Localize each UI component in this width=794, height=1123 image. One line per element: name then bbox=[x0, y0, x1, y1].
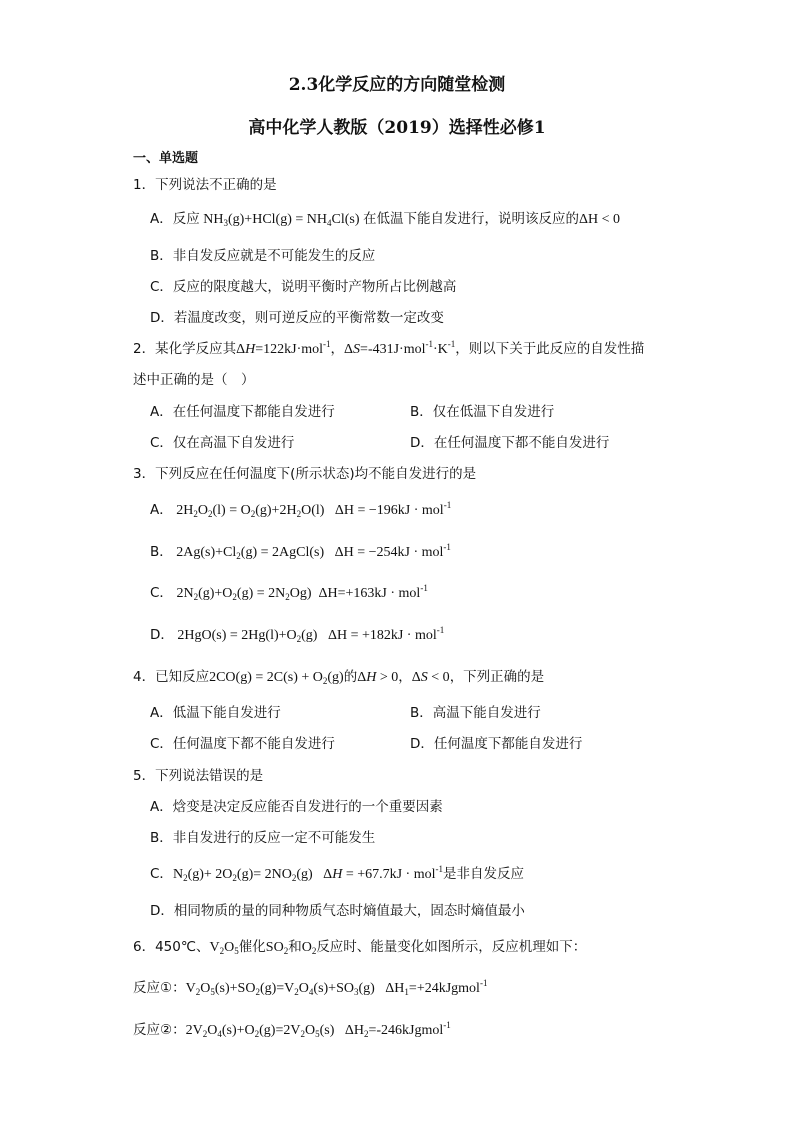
reaction-2: 反应②：$2V_2O_4(s)+O_2(g)=2V_2O_5(s)$ $\Delta H_2=-246kJgmol^{-1}$ bbox=[133, 1020, 451, 1039]
question-3-option-d: D． $2HgO(s) = 2Hg(l)+O_2(g) \Delta H = +182kJ \cdot mol^{-1}$ bbox=[150, 625, 445, 644]
question-3-option-b: B． $2Ag(s)+Cl_2(g)$ = 2AgCl(s) ΔH = −254kJ · mol$^{-1}$ bbox=[150, 542, 451, 561]
question-2-option-a: A．在任何温度下都能自发进行 bbox=[150, 404, 335, 420]
question-4-option-d: D．任何温度下都能自发进行 bbox=[410, 736, 583, 752]
question-3-stem: 3．下列反应在任何温度下(所示状态)均不能自发进行的是 bbox=[133, 466, 477, 482]
document-title: 2.3化学反应的方向随堂检测 bbox=[288, 75, 506, 95]
question-4-option-c: C．任何温度下都不能自发进行 bbox=[150, 736, 335, 752]
question-1-option-b: B．非自发反应就是不可能发生的反应 bbox=[150, 248, 376, 264]
question-5-option-c: C．$N_2(g)+ 2O_2(g)= 2NO_2(g) \Delta H = +67.7kJ \cdot mol^{-1}$是非自发反应 bbox=[150, 864, 524, 883]
question-5-option-b: B．非自发进行的反应一定不可能发生 bbox=[150, 830, 376, 846]
question-5-option-a: A．焓变是决定反应能否自发进行的一个重要因素 bbox=[150, 799, 443, 815]
reaction-1: 反应①：$V_2O_5(s)+SO_2(g)=V_2O_4(s)+SO_3(g)$ $\Delta H_1=+24kJgmol^{-1}$ bbox=[133, 978, 488, 997]
question-5-stem: 5．下列说法错误的是 bbox=[133, 768, 264, 784]
reaction-equation: $NH_3(g)+HCl(g) = NH_4Cl(s)$ bbox=[199, 212, 363, 228]
question-1-option-c: C．反应的限度越大，说明平衡时产物所占比例越高 bbox=[150, 279, 457, 295]
section-heading: 一、单选题 bbox=[133, 151, 199, 166]
question-3-option-a: A． $2H_2O_2(l) = O_2(g)+2H_2O(l) \Delta H = -196kJ \cdot mol^{-1}$ bbox=[150, 500, 452, 519]
question-2-stem: 2．某化学反应其ΔH=122kJ·mol$^{-1}$，$\Delta S=-431J\cdot mol^{-1}\cdot K^{-1}$，则以下关于此反应的自发性描 bbox=[133, 339, 645, 357]
question-6-stem: 6．450℃、$V_2O_5$催化$SO_2$和$O_2$反应时、能量变化如图所示，反应机理如下： bbox=[133, 939, 587, 956]
question-5-option-d: D．相同物质的量的同种物质气态时熵值最大，固态时熵值最小 bbox=[150, 903, 525, 919]
question-1-option-a: A．反应 $NH_3(g)+HCl(g) = NH_4Cl(s)$ 在低温下能自发进行，说明该反应的ΔH < 0 bbox=[150, 211, 620, 228]
question-4-option-a: A．低温下能自发进行 bbox=[150, 705, 281, 721]
question-4-stem: 4．已知反应$2CO(g) = 2C(s) + O_2(g)$的ΔH > 0，ΔS < 0，下列正确的是 bbox=[133, 669, 545, 686]
question-1-option-d: D．若温度改变，则可逆反应的平衡常数一定改变 bbox=[150, 310, 444, 326]
question-2-option-c: C．仅在高温下自发进行 bbox=[150, 435, 295, 451]
document-subtitle: 高中化学人教版（2019）选择性必修1 bbox=[248, 118, 546, 138]
question-4-option-b: B．高温下能自发进行 bbox=[410, 705, 541, 721]
question-2-stem-line2: 述中正确的是（ ） bbox=[133, 372, 255, 388]
question-1-stem: 1．下列说法不正确的是 bbox=[133, 177, 277, 193]
question-3-option-c: C． $2N_2(g)+O_2(g) = 2N_2Og$) ΔH=+163kJ · mol$^{-1}$ bbox=[150, 583, 428, 602]
question-2-option-d: D．在任何温度下都不能自发进行 bbox=[410, 435, 610, 451]
question-2-option-b: B．仅在低温下自发进行 bbox=[410, 404, 555, 420]
